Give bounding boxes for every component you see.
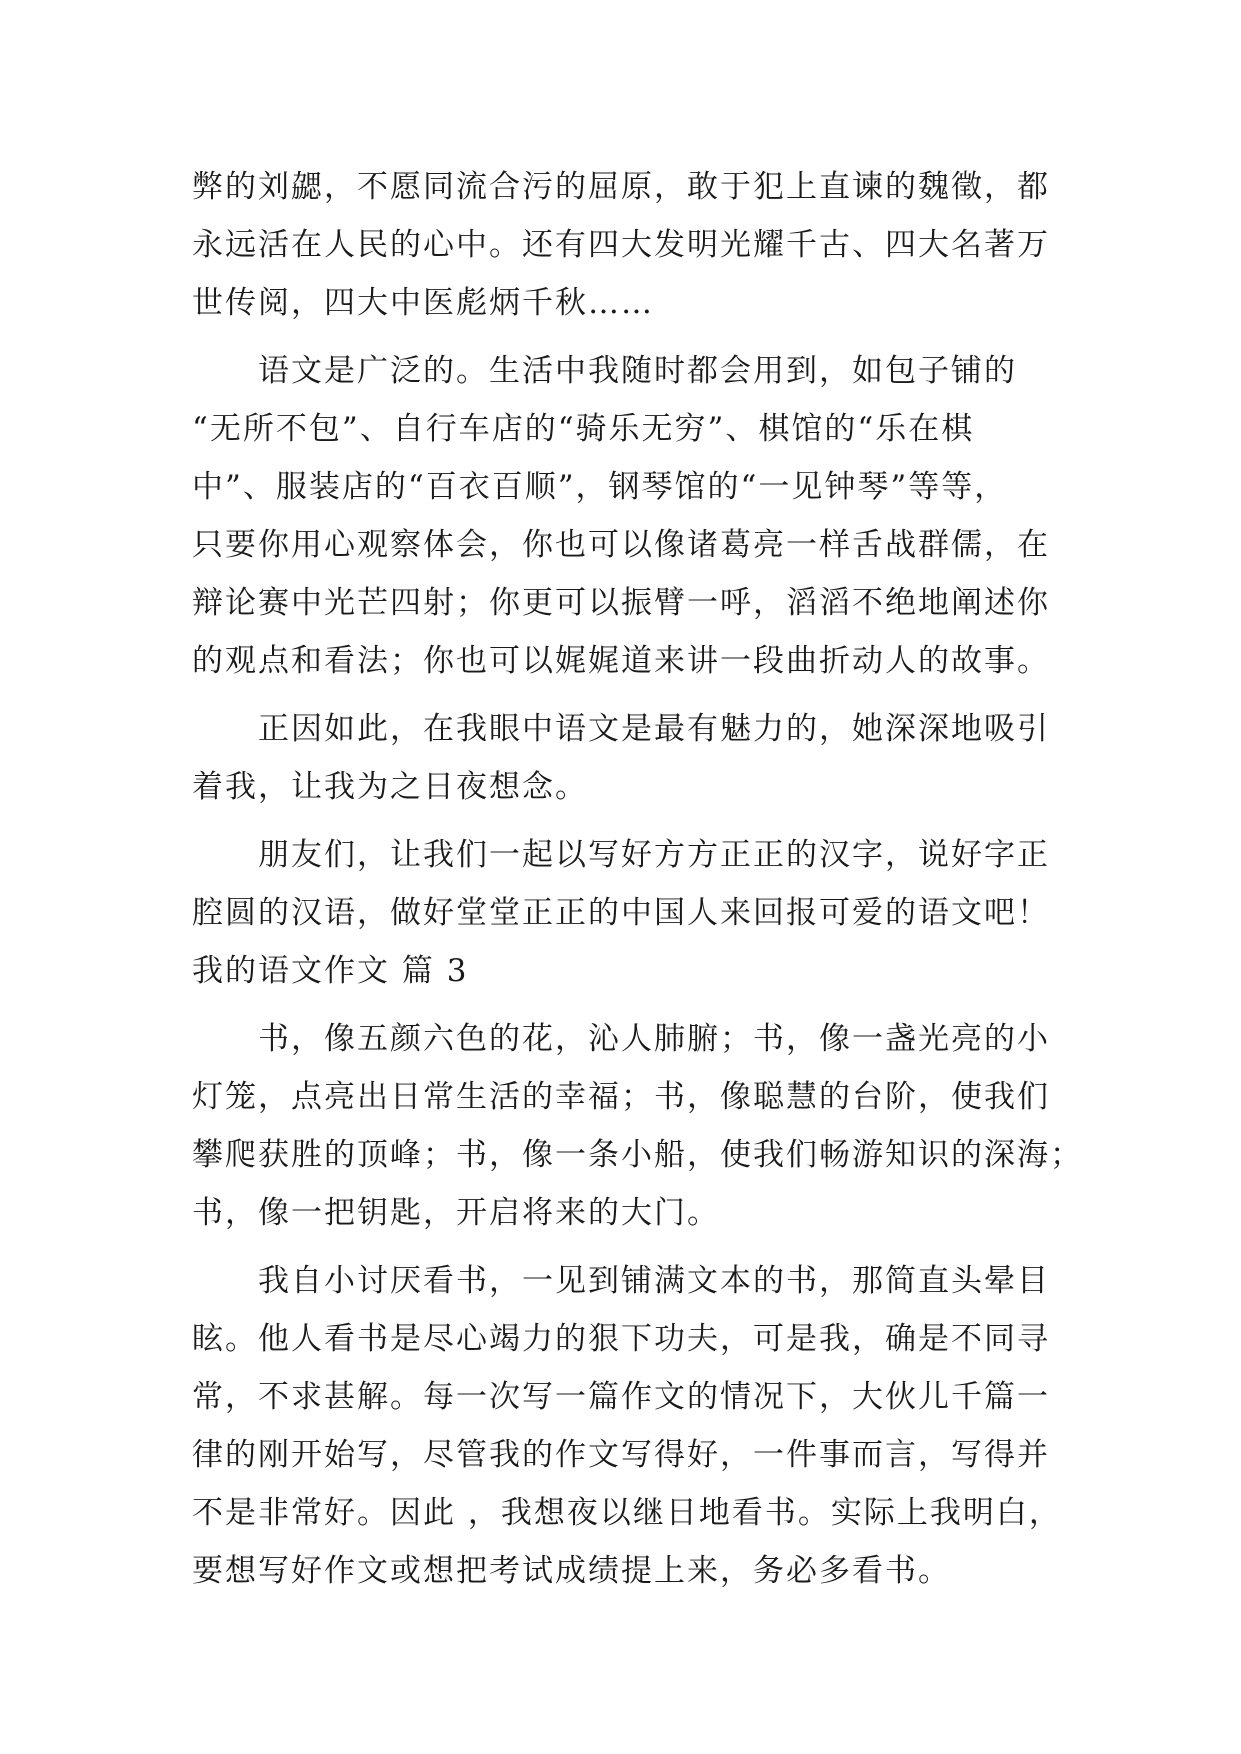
text-line: 眩。他人看书是尽心竭力的狠下功夫，可是我，确是不同寻: [192, 1321, 1050, 1357]
paragraph-2: [192, 342, 1052, 690]
paragraph-4: [192, 826, 1052, 942]
text-line: 书，像五颜六色的花，沁人肺腑；书，像一盏光亮的小: [192, 1021, 1050, 1057]
paragraph-1: [192, 158, 1052, 332]
text-line: 常，不求甚解。每一次写一篇作文的情况下，大伙儿千篇一: [192, 1379, 1050, 1415]
text-line: “无所不包”、自行车店的“骑乐无穷”、棋馆的“乐在棋: [192, 411, 975, 447]
text-line: 律的刚开始写，尽管我的作文写得好，一件事而言，写得并: [192, 1437, 1050, 1473]
section-heading: 我的语文作文 篇 3: [192, 953, 469, 989]
document-body: [192, 158, 1083, 1600]
text-line: 语文是广泛的。生活中我随时都会用到，如包子铺的: [192, 353, 1017, 389]
text-line: 着我，让我为之日夜想念。: [192, 769, 588, 805]
text-line: 正因如此，在我眼中语文是最有魅力的，她深深地吸引: [192, 711, 1050, 747]
paragraph-6: [192, 1252, 1062, 1600]
text-line: 中”、服装店的“百衣百顺”，钢琴馆的“一见钟琴”等等，: [192, 469, 1008, 505]
text-line: 书，像一把钥匙，开启将来的大门。: [192, 1195, 720, 1231]
paragraph-3: [192, 700, 1052, 816]
text-line: 灯笼，点亮出日常生活的幸福；书，像聪慧的台阶，使我们: [192, 1079, 1050, 1115]
text-line: 攀爬获胜的顶峰；书，像一条小船，使我们畅游知识的深海；: [192, 1137, 1083, 1173]
text-line: 只要你用心观察体会，你也可以像诸葛亮一样舌战群儒，在: [192, 527, 1050, 563]
text-line: 不是非常好。因此 ，我想夜以继日地看书。实际上我明白，: [192, 1495, 1062, 1531]
text-line: 的观点和看法；你也可以娓娓道来讲一段曲折动人的故事。: [192, 643, 1050, 679]
text-line: 弊的刘勰，不愿同流合污的屈原，敢于犯上直谏的魏徵，都: [192, 169, 1050, 205]
text-line: 要想写好作文或想把考试成绩提上来，务必多看书。: [192, 1553, 951, 1589]
paragraph-5: [192, 1010, 1083, 1242]
text-line: 辩论赛中光芒四射；你更可以振臂一呼，滔滔不绝地阐述你: [192, 585, 1050, 621]
text-line: 我自小讨厌看书，一见到铺满文本的书，那简直头晕目: [192, 1263, 1050, 1299]
text-line: 朋友们，让我们一起以写好方方正正的汉字，说好字正: [192, 837, 1050, 873]
text-line: 腔圆的汉语，做好堂堂正正的中国人来回报可爱的语文吧！: [192, 895, 1050, 931]
text-line: 永远活在人民的心中。还有四大发明光耀千古、四大名著万: [192, 227, 1050, 263]
text-line: 世传阅，四大中医彪炳千秋……: [192, 285, 654, 321]
